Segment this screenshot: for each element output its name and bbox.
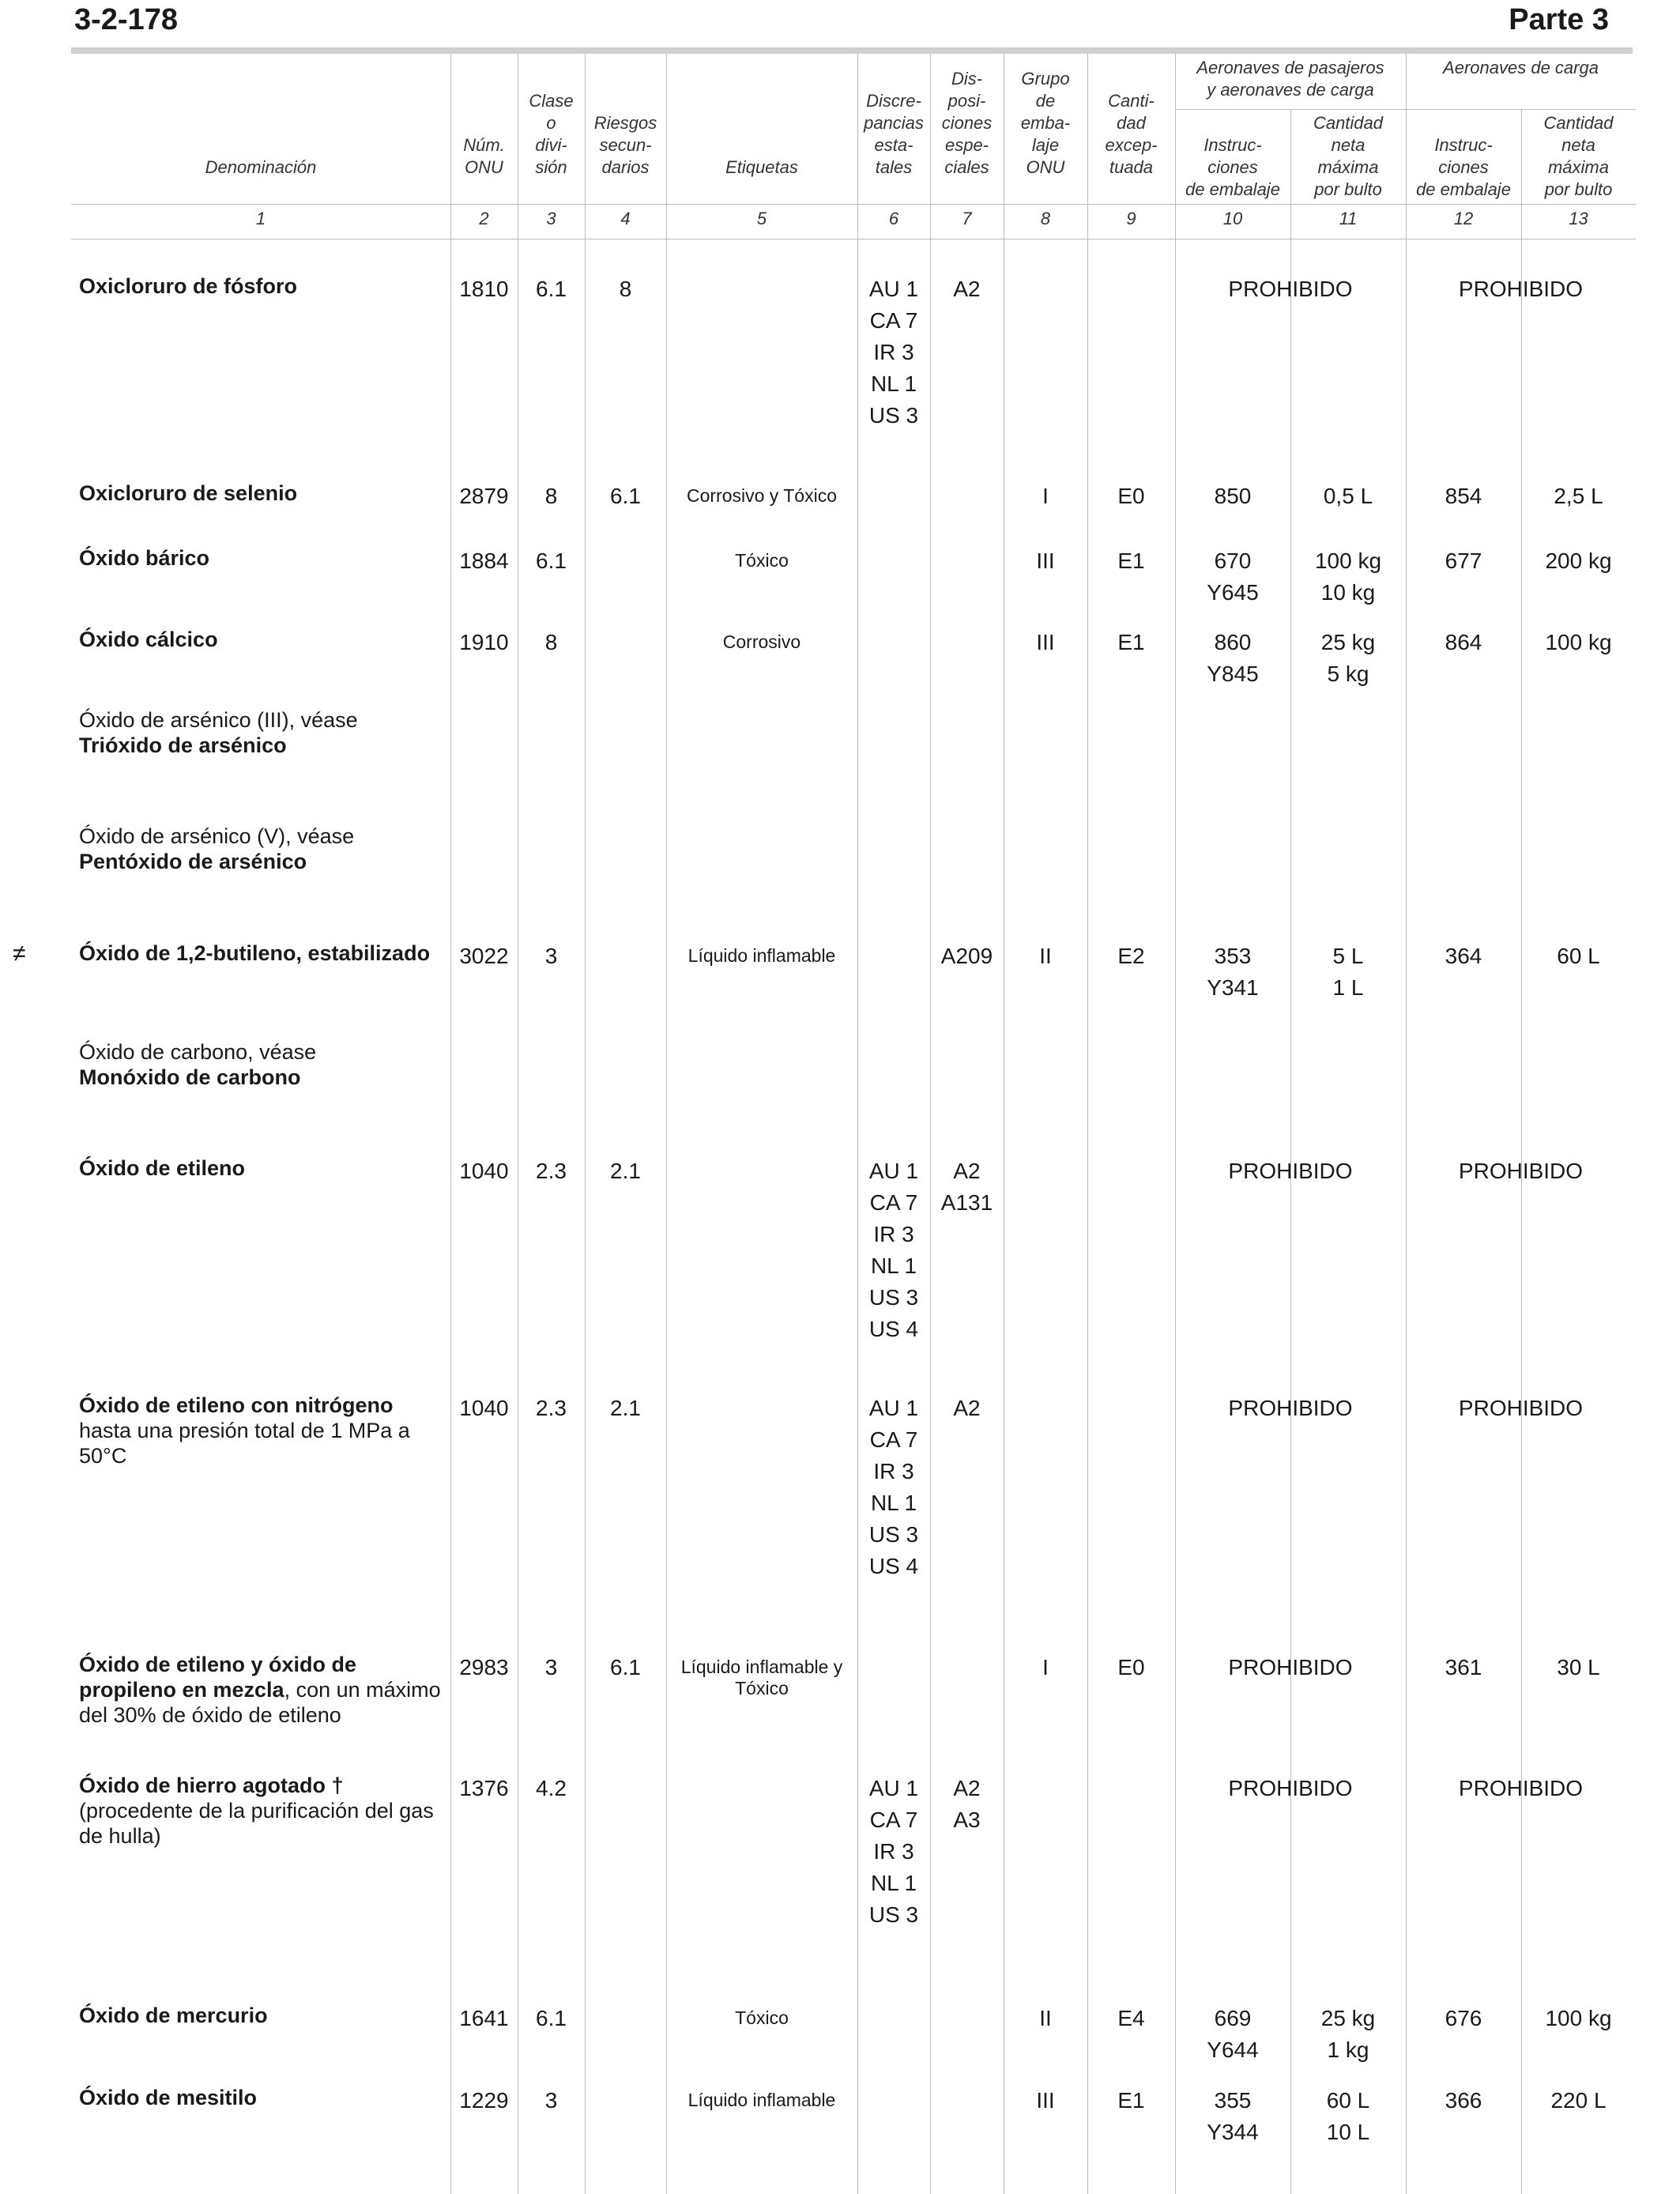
page-header (71, 0, 1633, 49)
col-header-denominacion: Denominación (205, 157, 317, 177)
group-rule (1175, 109, 1636, 110)
name-bold: Trióxido de arsénico (79, 733, 287, 757)
class-division: 8 (544, 630, 558, 654)
special-provisions: A2 (953, 277, 981, 301)
change-marker: ≠ (13, 941, 26, 967)
pax-packing-instruction: 669 Y644 (1207, 2006, 1259, 2062)
excepted-quantity: E0 (1117, 484, 1145, 508)
pax-packing-instruction: 670 Y645 (1207, 548, 1259, 605)
un-number: 1376 (459, 1776, 509, 1800)
hazard-labels: Tóxico (735, 550, 789, 571)
class-division: 2.3 (536, 1396, 567, 1420)
pax-packing-instruction: 355 Y344 (1207, 2088, 1259, 2144)
header-rule (71, 47, 1633, 54)
column-number: 3 (546, 209, 556, 228)
substance-name (79, 1652, 450, 1728)
state-variations: AU 1 CA 7 IR 3 NL 1 US 3 US 4 (868, 1396, 919, 1578)
hazard-labels: Corrosivo y Tóxico (686, 485, 838, 506)
excepted-quantity: E1 (1117, 630, 1145, 654)
state-variations: AU 1 CA 7 IR 3 NL 1 US 3 (868, 1776, 919, 1927)
pax-max-quantity: 100 kg 10 kg (1314, 548, 1382, 605)
pax-prohibited: PROHIBIDO (1228, 277, 1353, 301)
excepted-quantity: E4 (1117, 2006, 1145, 2030)
cargo-aircraft-group-header: Aeronaves de carga (1443, 58, 1599, 77)
packing-group: III (1036, 548, 1055, 573)
pax-max-quantity: 60 L 10 L (1326, 2088, 1370, 2144)
col-header-7: Dis- posi- ciones espe- ciales (941, 69, 993, 177)
substance-name (79, 2085, 450, 2110)
pax-prohibited: PROHIBIDO (1228, 1159, 1353, 1183)
substance-name (79, 707, 450, 758)
pax-max-quantity-header: Cantidad neta máxima por bulto (1313, 113, 1384, 199)
column-number: 10 (1222, 209, 1243, 228)
substance-name (79, 273, 450, 299)
column-rule (1175, 54, 1176, 2194)
un-number: 1040 (459, 1159, 509, 1183)
cargo-packing-instruction: 361 (1445, 1655, 1482, 1679)
column-number: 5 (756, 209, 767, 228)
name-description: (procedente de la purificación del gas de hulla) (79, 1799, 434, 1848)
un-number: 1910 (459, 630, 509, 654)
state-variations: AU 1 CA 7 IR 3 NL 1 US 3 (868, 277, 919, 428)
un-number: 1641 (459, 2006, 509, 2030)
col-header-8: Grupo de emba- laje ONU (1020, 69, 1071, 177)
packing-group: III (1036, 2088, 1055, 2113)
name-bold: Óxido de mercurio (79, 2004, 268, 2027)
column-number: 9 (1126, 209, 1136, 228)
name-prefix: Óxido de arsénico (V), véase (79, 824, 355, 848)
pax-packing-instruction: 860 Y845 (1207, 630, 1259, 686)
hazard-labels: Tóxico (735, 2007, 789, 2028)
subsidiary-risk: 8 (619, 277, 632, 301)
un-number: 3022 (459, 944, 509, 968)
pax-prohibited: PROHIBIDO (1228, 1776, 1353, 1800)
cargo-prohibited: PROHIBIDO (1458, 1396, 1584, 1420)
cargo-packing-instruction: 864 (1445, 630, 1482, 654)
name-description: hasta una presión total de 1 MPa a 50°C (79, 1419, 410, 1468)
column-rule (585, 54, 586, 2194)
cargo-prohibited: PROHIBIDO (1458, 1776, 1584, 1800)
class-division: 6.1 (536, 277, 567, 301)
column-number: 6 (888, 209, 899, 228)
col-header-5: Etiquetas (725, 157, 798, 177)
name-bold: Óxido de etileno con nitrógeno (79, 1393, 394, 1417)
name-bold: Óxido de hierro agotado † (79, 1774, 344, 1797)
substance-name (79, 481, 450, 506)
pax-packing-instruction: 353 Y341 (1207, 944, 1259, 1000)
subsidiary-risk: 6.1 (610, 484, 641, 508)
class-division: 6.1 (536, 548, 567, 573)
name-bold: Óxido de etileno y óxido de propileno en mezcla (79, 1653, 357, 1702)
un-number: 1884 (459, 548, 509, 573)
substance-name (79, 2003, 450, 2028)
class-division: 2.3 (536, 1159, 567, 1183)
hazard-labels: Líquido inflamable (687, 2090, 836, 2110)
part-label: Parte 3 (1509, 3, 1609, 36)
special-provisions: A2 A131 (940, 1159, 993, 1215)
hazard-labels: Líquido inflamable y Tóxico (680, 1657, 843, 1698)
column-number: 8 (1040, 209, 1051, 228)
un-number: 1810 (459, 277, 509, 301)
cargo-max-quantity: 220 L (1550, 2088, 1607, 2113)
name-bold: Óxido cálcico (79, 628, 218, 651)
packing-group: I (1042, 1655, 1049, 1679)
class-division: 3 (544, 944, 558, 968)
cargo-max-quantity: 60 L (1557, 944, 1600, 968)
name-bold: Óxido de 1,2-butileno, estabilizado (79, 941, 431, 965)
packing-group: III (1036, 630, 1055, 654)
column-number: 1 (255, 209, 266, 228)
column-rule (930, 54, 931, 2194)
col-header-9: Canti- dad excep- tuada (1105, 91, 1158, 177)
pax-prohibited: PROHIBIDO (1228, 1396, 1353, 1420)
excepted-quantity: E2 (1117, 944, 1145, 968)
substance-name (79, 824, 450, 874)
cargo-max-quantity: 2,5 L (1554, 484, 1603, 508)
subsidiary-risk: 6.1 (610, 1655, 641, 1679)
name-bold: Monóxido de carbono (79, 1065, 301, 1089)
name-bold: Oxicloruro de fósforo (79, 274, 298, 298)
cargo-packing-instruction: 364 (1445, 944, 1482, 968)
cargo-packing-instruction-header: Instruc- ciones de embalaje (1416, 135, 1511, 199)
cargo-max-quantity: 200 kg (1545, 548, 1612, 573)
substance-name (79, 1039, 450, 1090)
column-number: 2 (479, 209, 489, 228)
pax-max-quantity: 25 kg 5 kg (1320, 630, 1376, 686)
packing-group: I (1042, 484, 1049, 508)
cargo-max-quantity: 30 L (1557, 1655, 1600, 1679)
name-description: , con un máximo del 30% de óxido de etileno (79, 1678, 441, 1727)
cargo-packing-instruction: 677 (1445, 548, 1482, 573)
col-header-2: Núm. ONU (463, 135, 505, 177)
pax-max-quantity: 0,5 L (1323, 484, 1373, 508)
class-division: 4.2 (536, 1776, 567, 1800)
name-bold: Óxido bárico (79, 546, 210, 570)
pax-max-quantity: 25 kg 1 kg (1320, 2006, 1376, 2062)
excepted-quantity: E1 (1117, 2088, 1145, 2113)
cargo-max-quantity-header: Cantidad neta máxima por bulto (1543, 113, 1614, 199)
name-bold: Oxicloruro de selenio (79, 481, 298, 505)
pax-prohibited: PROHIBIDO (1228, 1655, 1353, 1679)
substance-name (79, 627, 450, 652)
column-rule (1406, 54, 1407, 2194)
special-provisions: A209 (940, 944, 993, 968)
page-number: 3-2-178 (74, 3, 178, 36)
special-provisions: A2 (953, 1396, 981, 1420)
col-header-6: Discre- pancias esta- tales (864, 91, 924, 177)
col-header-4: Riesgos secun- darios (593, 113, 657, 177)
class-division: 3 (544, 2088, 558, 2113)
column-rule (1290, 109, 1291, 2194)
header-rule (71, 204, 1636, 205)
un-number: 2879 (459, 484, 509, 508)
class-division: 8 (544, 484, 558, 508)
class-division: 6.1 (536, 2006, 567, 2030)
un-number: 1229 (459, 2088, 509, 2113)
column-rule (450, 54, 451, 2194)
cargo-max-quantity: 100 kg (1545, 2006, 1612, 2030)
pax-packing-instruction-header: Instruc- ciones de embalaje (1185, 135, 1280, 199)
pax-packing-instruction: 850 (1214, 484, 1252, 508)
name-bold: Óxido de mesitilo (79, 2086, 258, 2109)
column-rule (666, 54, 667, 2194)
state-variations: AU 1 CA 7 IR 3 NL 1 US 3 US 4 (868, 1159, 919, 1341)
column-number: 7 (962, 209, 972, 228)
excepted-quantity: E1 (1117, 548, 1145, 573)
hazard-labels: Líquido inflamable (687, 945, 836, 966)
substance-name (79, 941, 450, 966)
class-division: 3 (544, 1655, 558, 1679)
substance-name (79, 1393, 450, 1468)
pax-max-quantity: 5 L 1 L (1332, 944, 1364, 1000)
un-number: 1040 (459, 1396, 509, 1420)
name-prefix: Óxido de arsénico (III), véase (79, 708, 358, 732)
cargo-packing-instruction: 854 (1445, 484, 1482, 508)
subsidiary-risk: 2.1 (610, 1159, 641, 1183)
cargo-packing-instruction: 676 (1445, 2006, 1482, 2030)
substance-name (79, 1155, 450, 1181)
pax-aircraft-group-header: Aeronaves de pasajeros y aeronaves de carga (1196, 58, 1384, 100)
column-rule (1087, 54, 1088, 2194)
column-number: 13 (1569, 209, 1588, 228)
cargo-max-quantity: 100 kg (1545, 630, 1612, 654)
column-rule (1521, 109, 1522, 2194)
packing-group: II (1039, 944, 1052, 968)
column-number: 12 (1453, 209, 1474, 228)
cargo-packing-instruction: 366 (1445, 2088, 1482, 2113)
column-number: 11 (1339, 209, 1358, 228)
col-header-3: Clase o divi- sión (529, 91, 574, 177)
packing-group: II (1039, 2006, 1052, 2030)
name-prefix: Óxido de carbono, véase (79, 1040, 317, 1064)
substance-name (79, 545, 450, 571)
hazard-labels: Corrosivo (722, 631, 801, 652)
column-number: 4 (620, 209, 631, 228)
substance-name (79, 1773, 450, 1849)
excepted-quantity: E0 (1117, 1655, 1145, 1679)
special-provisions: A2 A3 (953, 1776, 981, 1832)
cargo-prohibited: PROHIBIDO (1458, 1159, 1584, 1183)
cargo-prohibited: PROHIBIDO (1458, 277, 1584, 301)
name-bold: Pentóxido de arsénico (79, 850, 307, 873)
name-bold: Óxido de etileno (79, 1156, 246, 1180)
subsidiary-risk: 2.1 (610, 1396, 641, 1420)
un-number: 2983 (459, 1655, 509, 1679)
